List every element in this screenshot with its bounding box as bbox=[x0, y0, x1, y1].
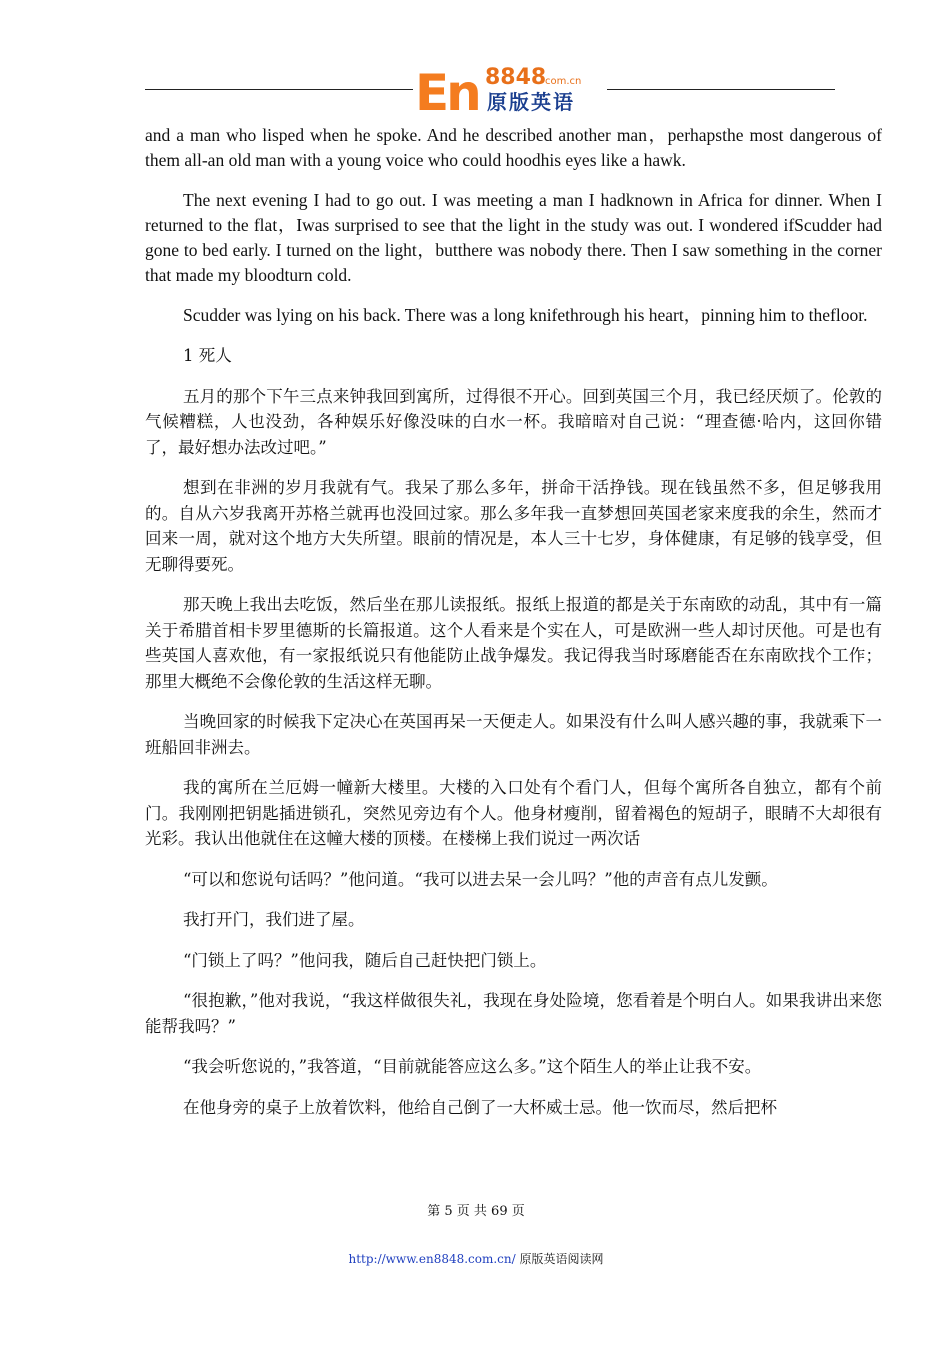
paragraph: 想到在非洲的岁月我就有气。我呆了那么多年，拼命干活挣钱。现在钱虽然不多，但足够我用的。自从六岁我离开苏格兰就再也没回过家。那么多年我一直梦想回英国老家来度我的余生，然而才回来一周，就对这个地方大失所望。眼前的情况是，本人三十七岁，身体健康，有足够的钱享受，但无聊得要死。 bbox=[145, 478, 882, 574]
page-header bbox=[145, 66, 835, 122]
paragraph: “门锁上了吗？”他问我，随后自己赶快把门锁上。 bbox=[183, 950, 547, 970]
paragraph: 五月的那个下午三点来钟我回到寓所，过得很不开心。回到英国三个月，我已经厌烦了。伦敦的气候糟糕，人也没劲，各种娱乐好像没味的白水一杯。我暗暗对自己说：“理查德·哈内，这回你错了，最好想办法改过吧。” bbox=[145, 386, 882, 457]
paragraph: 那天晚上我出去吃饭，然后坐在那儿读报纸。报纸上报道的都是关于东南欧的动乱，其中有一篇关于希腊首相卡罗里德斯的长篇报道。这个人看来是个实在人，可是欧洲一些人却讨厌他。可是也有些英国人喜欢他，有一家报纸说只有他能防止战争爆发。我记得我当时琢磨能否在东南欧找个工作；那里大概绝不会像伦敦的生活这样无聊。 bbox=[145, 595, 882, 691]
paragraph: 在他身旁的桌子上放着饮料，他给自己倒了一大杯威士忌。他一饮而尽，然后把杯 bbox=[183, 1097, 777, 1117]
paragraph: 我打开门，我们进了屋。 bbox=[183, 910, 365, 929]
logo-chinese-name: 原版英语 bbox=[487, 90, 575, 114]
document-body bbox=[145, 123, 882, 1135]
footer-link[interactable]: http://www.en8848.com.cn/ bbox=[348, 1252, 516, 1266]
paragraph: 当晚回家的时候我下定决心在英国再呆一天便走人。如果没有什么叫人感兴趣的事，我就乘下一班船回非洲去。 bbox=[145, 712, 882, 757]
paragraph: 我的寓所在兰厄姆一幢新大楼里。大楼的入口处有个看门人，但每个寓所各自独立，都有个前门。我刚刚把钥匙插进锁孔，突然见旁边有个人。他身材瘦削，留着褐色的短胡子，眼睛不大却很有光彩。我认出他就住在这幢大楼的顶楼。在楼梯上我们说过一两次话 bbox=[145, 778, 882, 848]
logo-en-mark: En bbox=[415, 64, 479, 122]
header-rule-right bbox=[607, 89, 835, 90]
paragraph: Scudder was lying on his back. There was a long knifethrough his heart，pinning him to thefloor. bbox=[183, 305, 868, 325]
logo-domain: com.cn bbox=[545, 76, 582, 87]
page-footer bbox=[0, 1250, 952, 1267]
site-logo[interactable] bbox=[415, 66, 605, 122]
chapter-heading: 1 死人 bbox=[183, 346, 232, 365]
header-rule-left bbox=[145, 89, 413, 90]
paragraph: “很抱歉，”他对我说，“我这样做很失礼，我现在身处险境，您看着是个明白人。如果我讲出来您能帮我吗？” bbox=[145, 991, 882, 1036]
page-number: 第 5 页 共 69 页 bbox=[427, 1204, 525, 1219]
logo-number: 8848 bbox=[485, 65, 547, 90]
paragraph: “可以和您说句话吗？”他问道。“我可以进去呆一会儿吗？”他的声音有点儿发颤。 bbox=[183, 869, 778, 889]
paragraph: The next evening I had to go out. I was meeting a man I hadknown in Africa for dinner. When I returned to the flat，Iwas surprised to see that the light in the study was out. I wondered ifScudder had gone to bed early. I turned on the light，butthere was nobody there. Then I saw something in the corner that made my bloodturn cold. bbox=[145, 190, 882, 285]
paragraph: and a man who lisped when he spoke. And he described another man，perhapsthe most dangerous of them all-an old man with a young voice who could hoodhis eyes like a hawk. bbox=[145, 125, 882, 170]
footer-site-name: 原版英语阅读网 bbox=[519, 1252, 604, 1266]
paragraph: “我会听您说的，”我答道，“目前就能答应这么多。”这个陌生人的举止让我不安。 bbox=[183, 1057, 762, 1076]
